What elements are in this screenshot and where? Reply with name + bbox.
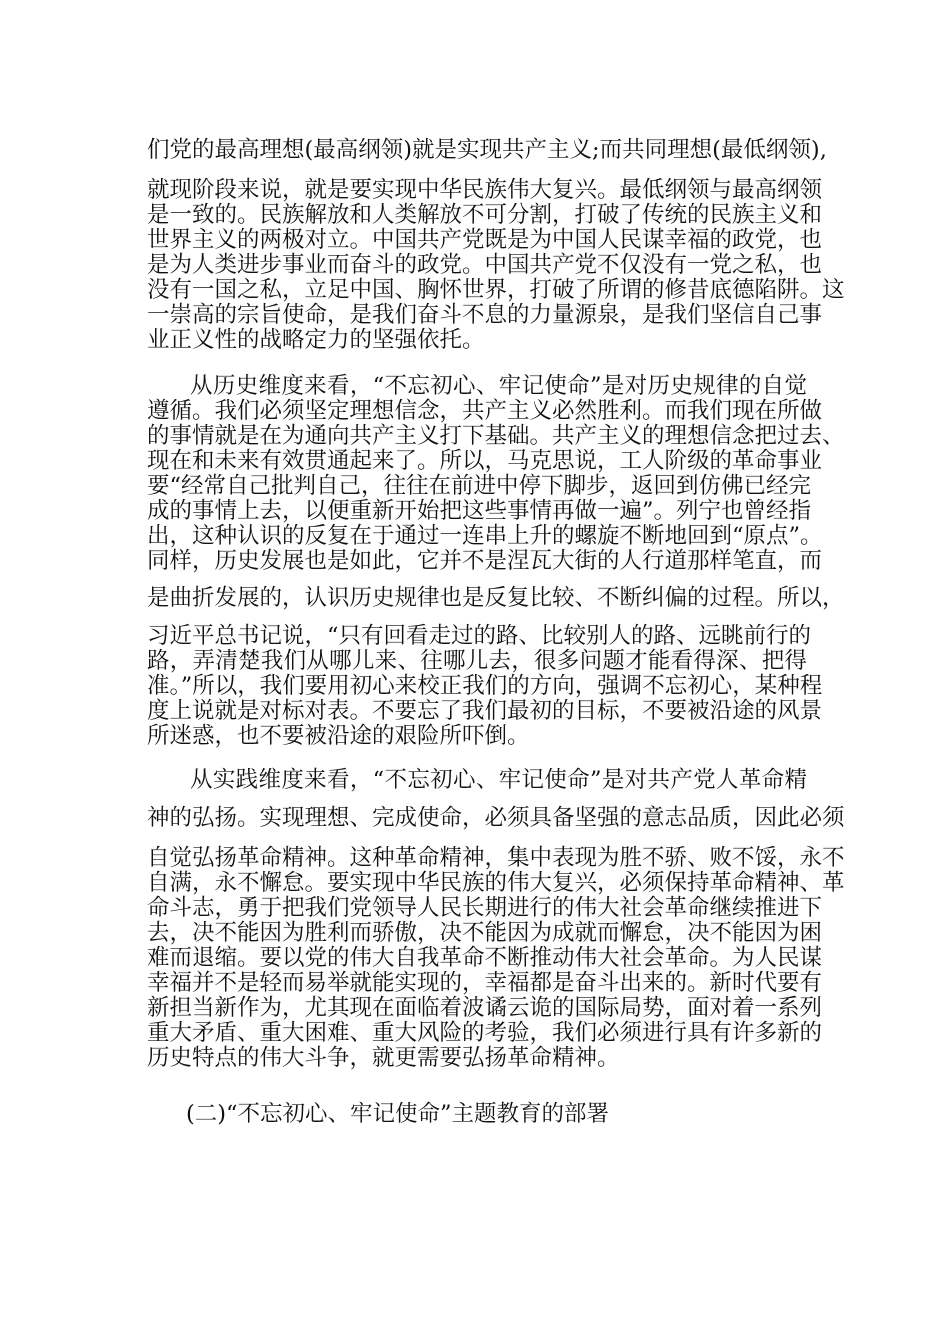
paragraph-2-line-12: 准。”所以，我们要用初心来校正我们的方向，强调不忘初心，某种程 xyxy=(147,673,823,699)
paragraph-2-line-5: 要“经常自己批判自己，往往在前进中停下脚步，返回到仿佛已经完 xyxy=(147,473,812,499)
paragraph-1-line-5: 是为人类进步事业而奋斗的政党。中国共产党不仅没有一党之私，也 xyxy=(147,252,823,278)
paragraph-2-line-2: 遵循。我们必须坚定理想信念，共产主义必然胜利。而我们现在所做 xyxy=(147,398,823,424)
paragraph-3-line-6: 去，决不能因为胜利而骄傲，决不能因为成就而懈怠，决不能因为困 xyxy=(147,920,823,946)
paragraph-1-line-4: 世界主义的两极对立。中国共产党既是为中国人民谋幸福的政党，也 xyxy=(147,227,823,253)
paragraph-3-line-2: 神的弘扬。实现理想、完成使命，必须具备坚强的意志品质，因此必须 xyxy=(147,805,845,831)
paragraph-2-line-4: 现在和未来有效贯通起来了。所以，马克思说，工人阶级的革命事业 xyxy=(147,448,823,474)
paragraph-1-line-6: 没有一国之私，立足中国、胸怀世界，打破了所谓的修昔底德陷阱。这 xyxy=(147,277,845,303)
paragraph-3-line-7: 难而退缩。要以党的伟大自我革命不断推动伟大社会革命。为人民谋 xyxy=(147,945,823,971)
paragraph-3-line-1: 从实践维度来看，“不忘初心、牢记使命”是对共产党人革命精 xyxy=(190,767,807,793)
paragraph-2-line-14: 所迷惑，也不要被沿途的艰险所吓倒。 xyxy=(147,723,530,749)
paragraph-1-line-2: 就现阶段来说，就是要实现中华民族伟大复兴。最低纲领与最高纲领 xyxy=(147,177,823,203)
paragraph-3-line-5: 命斗志，勇于把我们党领导人民长期进行的伟大社会革命继续推进下 xyxy=(147,895,823,921)
paragraph-2-line-7: 出，这种认识的反复在于通过一连串上升的螺旋不断地回到“原点”。 xyxy=(147,523,823,549)
paragraph-3-line-9: 新担当新作为，尤其现在面临着波谲云诡的国际局势，面对着一系列 xyxy=(147,995,823,1021)
paragraph-2-line-6: 成的事情上去，以便重新开始把这些事情再做一遍”。列宁也曾经指 xyxy=(147,498,812,524)
paragraph-1-line-8: 业正义性的战略定力的坚强依托。 xyxy=(147,327,485,353)
paragraph-2-line-11: 路，弄清楚我们从哪儿来、往哪儿去，很多问题才能看得深、把得 xyxy=(147,648,807,674)
paragraph-2-line-1: 从历史维度来看，“不忘初心、牢记使命”是对历史规律的自觉 xyxy=(190,373,807,399)
paragraph-2-line-8: 同样，历史发展也是如此，它并不是涅瓦大街的人行道那样笔直，而 xyxy=(147,548,823,574)
section-heading: (二)“不忘初心、牢记使命”主题教育的部署 xyxy=(186,1101,610,1127)
paragraph-2-line-10: 习近平总书记说，“只有回看走过的路、比较别人的路、远眺前行的 xyxy=(147,623,812,649)
paragraph-1-line-1: 们党的最高理想(最高纲领)就是实现共产主义;而共同理想(最低纲领), xyxy=(147,137,827,163)
paragraph-3-line-4: 自满，永不懈怠。要实现中华民族的伟大复兴，必须保持革命精神、革 xyxy=(147,870,845,896)
paragraph-1-line-7: 一崇高的宗旨使命，是我们奋斗不息的力量源泉，是我们坚信自己事 xyxy=(147,302,823,328)
paragraph-3-line-3: 自觉弘扬革命精神。这种革命精神，集中表现为胜不骄、败不馁，永不 xyxy=(147,845,845,871)
paragraph-2-line-13: 度上说就是对标对表。不要忘了我们最初的目标，不要被沿途的风景 xyxy=(147,698,823,724)
paragraph-3-line-8: 幸福并不是轻而易举就能实现的，幸福都是奋斗出来的。新时代要有 xyxy=(147,970,823,996)
paragraph-3-line-10: 重大矛盾、重大困难、重大风险的考验，我们必须进行具有许多新的 xyxy=(147,1020,823,1046)
paragraph-1-line-3: 是一致的。民族解放和人类解放不可分割，打破了传统的民族主义和 xyxy=(147,202,823,228)
paragraph-2-line-9: 是曲折发展的，认识历史规律也是反复比较、不断纠偏的过程。所以， xyxy=(147,585,845,611)
paragraph-3-line-11: 历史特点的伟大斗争，就更需要弘扬革命精神。 xyxy=(147,1045,620,1071)
paragraph-2-line-3: 的事情就是在为通向共产主义打下基础。共产主义的理想信念把过去、 xyxy=(147,423,845,449)
